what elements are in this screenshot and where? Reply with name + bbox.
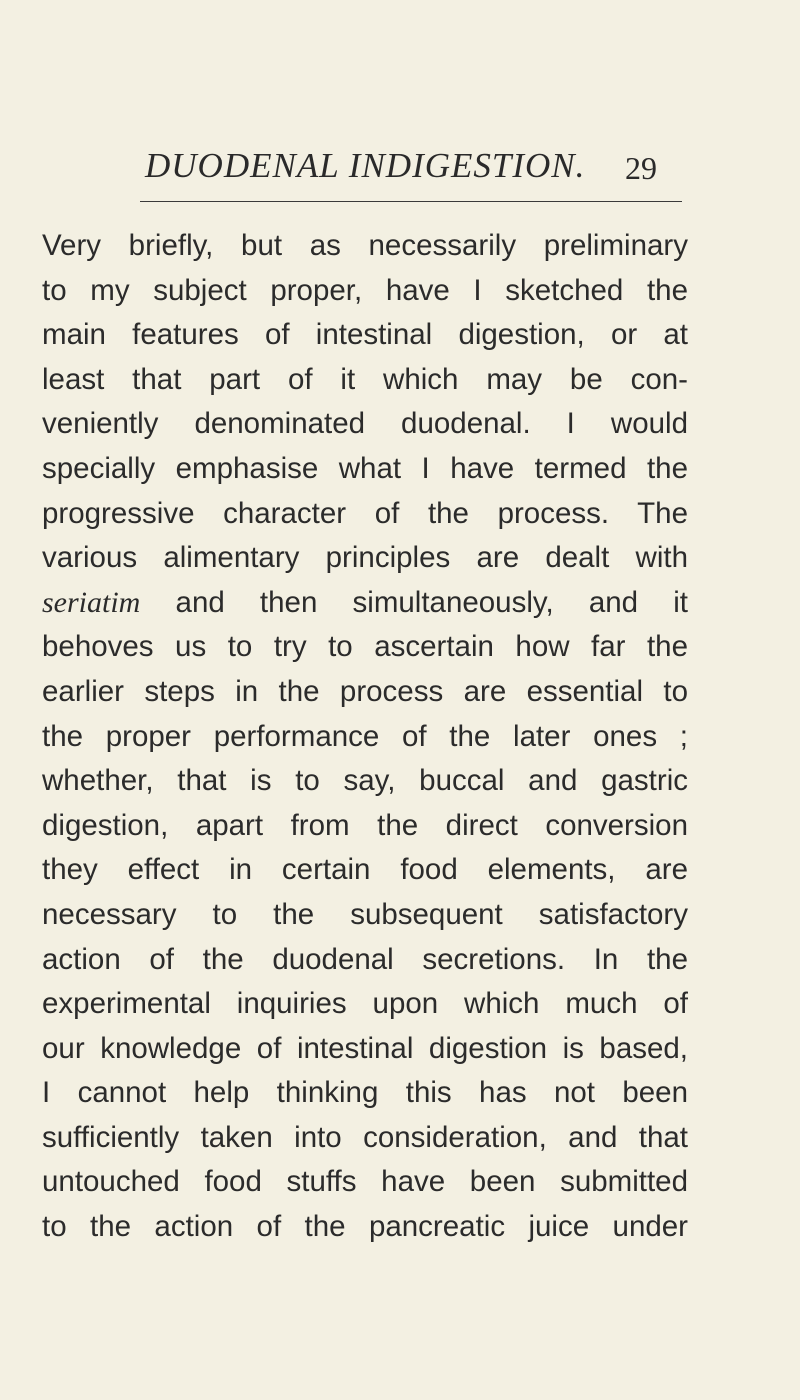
text-line-rest: and then simultaneously, and it bbox=[175, 585, 688, 619]
text-line: I cannot help thinking this has not been bbox=[42, 1076, 688, 1110]
text-line: behoves us to try to ascertain how far the bbox=[42, 630, 688, 664]
text-line: our knowledge of intestinal digestion is based, bbox=[42, 1031, 688, 1065]
running-title: DUODENAL INDIGESTION. bbox=[145, 146, 586, 185]
text-line: Very briefly, but as necessarily preliminary bbox=[42, 229, 688, 262]
text-line: specially emphasise what I have termed the bbox=[42, 451, 688, 485]
text-line: earlier steps in the process are essential to bbox=[42, 674, 688, 708]
text-line: experimental inquiries upon which much of bbox=[42, 987, 688, 1021]
body-paragraph bbox=[42, 224, 688, 1250]
text-line: digestion, apart from the direct conversion bbox=[42, 808, 688, 842]
text-line bbox=[42, 581, 688, 626]
text-line: veniently denominated duodenal. I would bbox=[42, 407, 688, 441]
text-line: main features of intestinal digestion, or at bbox=[42, 318, 688, 352]
text-line: progressive character of the process. The bbox=[42, 496, 688, 530]
text-line: action of the duodenal secretions. In the bbox=[42, 942, 688, 976]
text-line: whether, that is to say, buccal and gastric bbox=[42, 764, 688, 798]
italic-term: seriatim bbox=[42, 585, 141, 619]
text-line: necessary to the subsequent satisfactory bbox=[42, 897, 688, 931]
text-line: sufficiently taken into consideration, and that bbox=[42, 1120, 688, 1154]
text-line: untouched food stuffs have been submitted bbox=[42, 1165, 688, 1199]
text-line: they effect in certain food elements, are bbox=[42, 853, 688, 887]
page-number: 29 bbox=[625, 150, 657, 186]
text-line: least that part of it which may be con- bbox=[42, 362, 688, 396]
text-line: various alimentary principles are dealt with bbox=[42, 541, 688, 575]
text-line: to the action of the pancreatic juice under bbox=[42, 1210, 688, 1244]
header-rule bbox=[140, 201, 682, 202]
text-line: the proper performance of the later ones ; bbox=[42, 719, 688, 753]
text-line: to my subject proper, have I sketched the bbox=[42, 273, 688, 307]
